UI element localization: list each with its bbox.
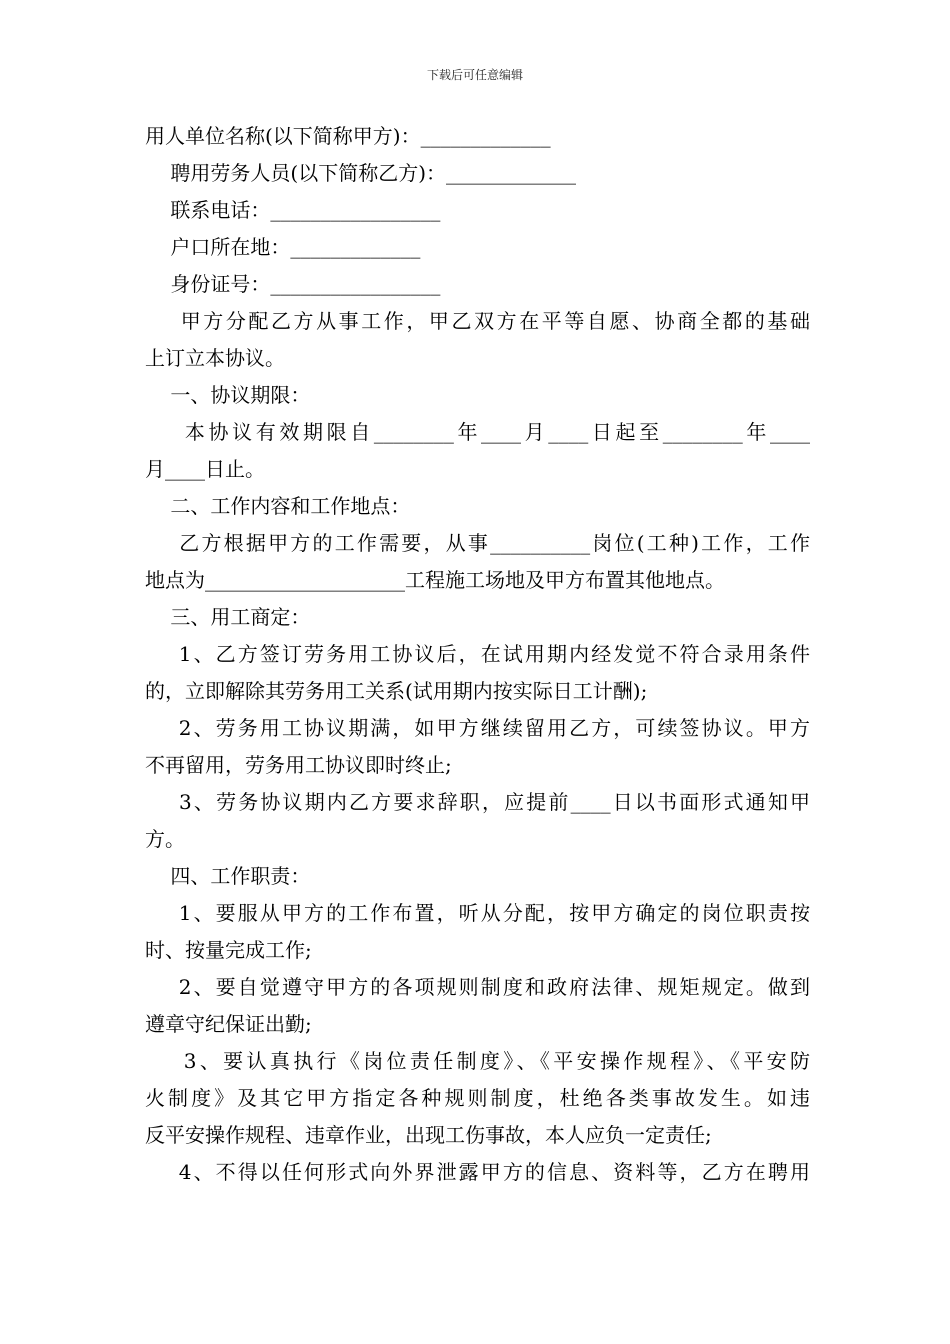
page-header: 下载后可任意编辑 xyxy=(426,68,523,82)
clause-4-2-line-1: 2、要自觉遵守甲方的各项规则制度和政府法律、规矩规定。做到 xyxy=(145,975,810,999)
work-content-line-2: 地点为____________________工程施工场地及甲方布置其他地点。 xyxy=(145,568,725,592)
term-line-2: 月____日止。 xyxy=(145,457,265,481)
id-number-line: 身份证号：_________________ xyxy=(145,272,441,296)
clause-4-1-line-1: 1、要服从甲方的工作布置，听从分配，按甲方确定的岗位职责按 xyxy=(145,901,810,925)
clause-3-3-line-2: 方。 xyxy=(145,827,185,851)
clause-4-3-line-1: 3、要认真执行《岗位责任制度》、《平安操作规程》、《平安防 xyxy=(145,1049,810,1073)
clause-4-3-line-3: 反平安操作规程、违章作业，出现工伤事故，本人应负一定责任; xyxy=(145,1123,712,1147)
clause-4-1-line-2: 时、按量完成工作; xyxy=(145,938,312,962)
party-b-name-line: 聘用劳务人员(以下简称乙方)：_____________ xyxy=(145,161,577,185)
phone-line: 联系电话：_________________ xyxy=(145,198,441,222)
residence-line: 户口所在地：_____________ xyxy=(145,235,421,259)
section-2-heading: 二、工作内容和工作地点： xyxy=(145,494,411,518)
clause-3-1-line-1: 1、乙方签订劳务用工协议后，在试用期内经发觉不符合录用条件 xyxy=(145,642,810,666)
clause-3-1-line-2: 的，立即解除其劳务用工关系(试用期内按实际日工计酬); xyxy=(145,679,648,703)
clause-3-2-line-1: 2、劳务用工协议期满，如甲方继续留用乙方，可续签协议。甲方 xyxy=(145,716,810,740)
clause-4-4-line-1: 4、不得以任何形式向外界泄露甲方的信息、资料等，乙方在聘用 xyxy=(145,1160,810,1184)
term-line-1: 本协议有效期限自________年____月____日起至________年____ xyxy=(145,420,810,444)
section-1-heading: 一、协议期限： xyxy=(145,383,311,407)
clause-3-2-line-2: 不再留用，劳务用工协议即时终止; xyxy=(145,753,452,777)
intro-paragraph-line-2: 上订立本协议。 xyxy=(145,346,285,370)
clause-3-3-line-1: 3、劳务协议期内乙方要求辞职，应提前____日以书面形式通知甲 xyxy=(145,790,810,814)
section-4-heading: 四、工作职责： xyxy=(145,864,311,888)
clause-4-3-line-2: 火制度》及其它甲方指定各种规则制度，杜绝各类事故发生。如违 xyxy=(145,1086,810,1110)
intro-paragraph-line-1: 甲方分配乙方从事工作，甲乙双方在平等自愿、协商全都的基础 xyxy=(145,309,810,333)
party-a-name-line: 用人单位名称(以下简称甲方)：_____________ xyxy=(145,124,551,148)
work-content-line-1: 乙方根据甲方的工作需要，从事__________岗位(工种)工作，工作 xyxy=(145,531,810,555)
section-3-heading: 三、用工商定： xyxy=(145,605,311,629)
clause-4-2-line-2: 遵章守纪保证出勤; xyxy=(145,1012,312,1036)
